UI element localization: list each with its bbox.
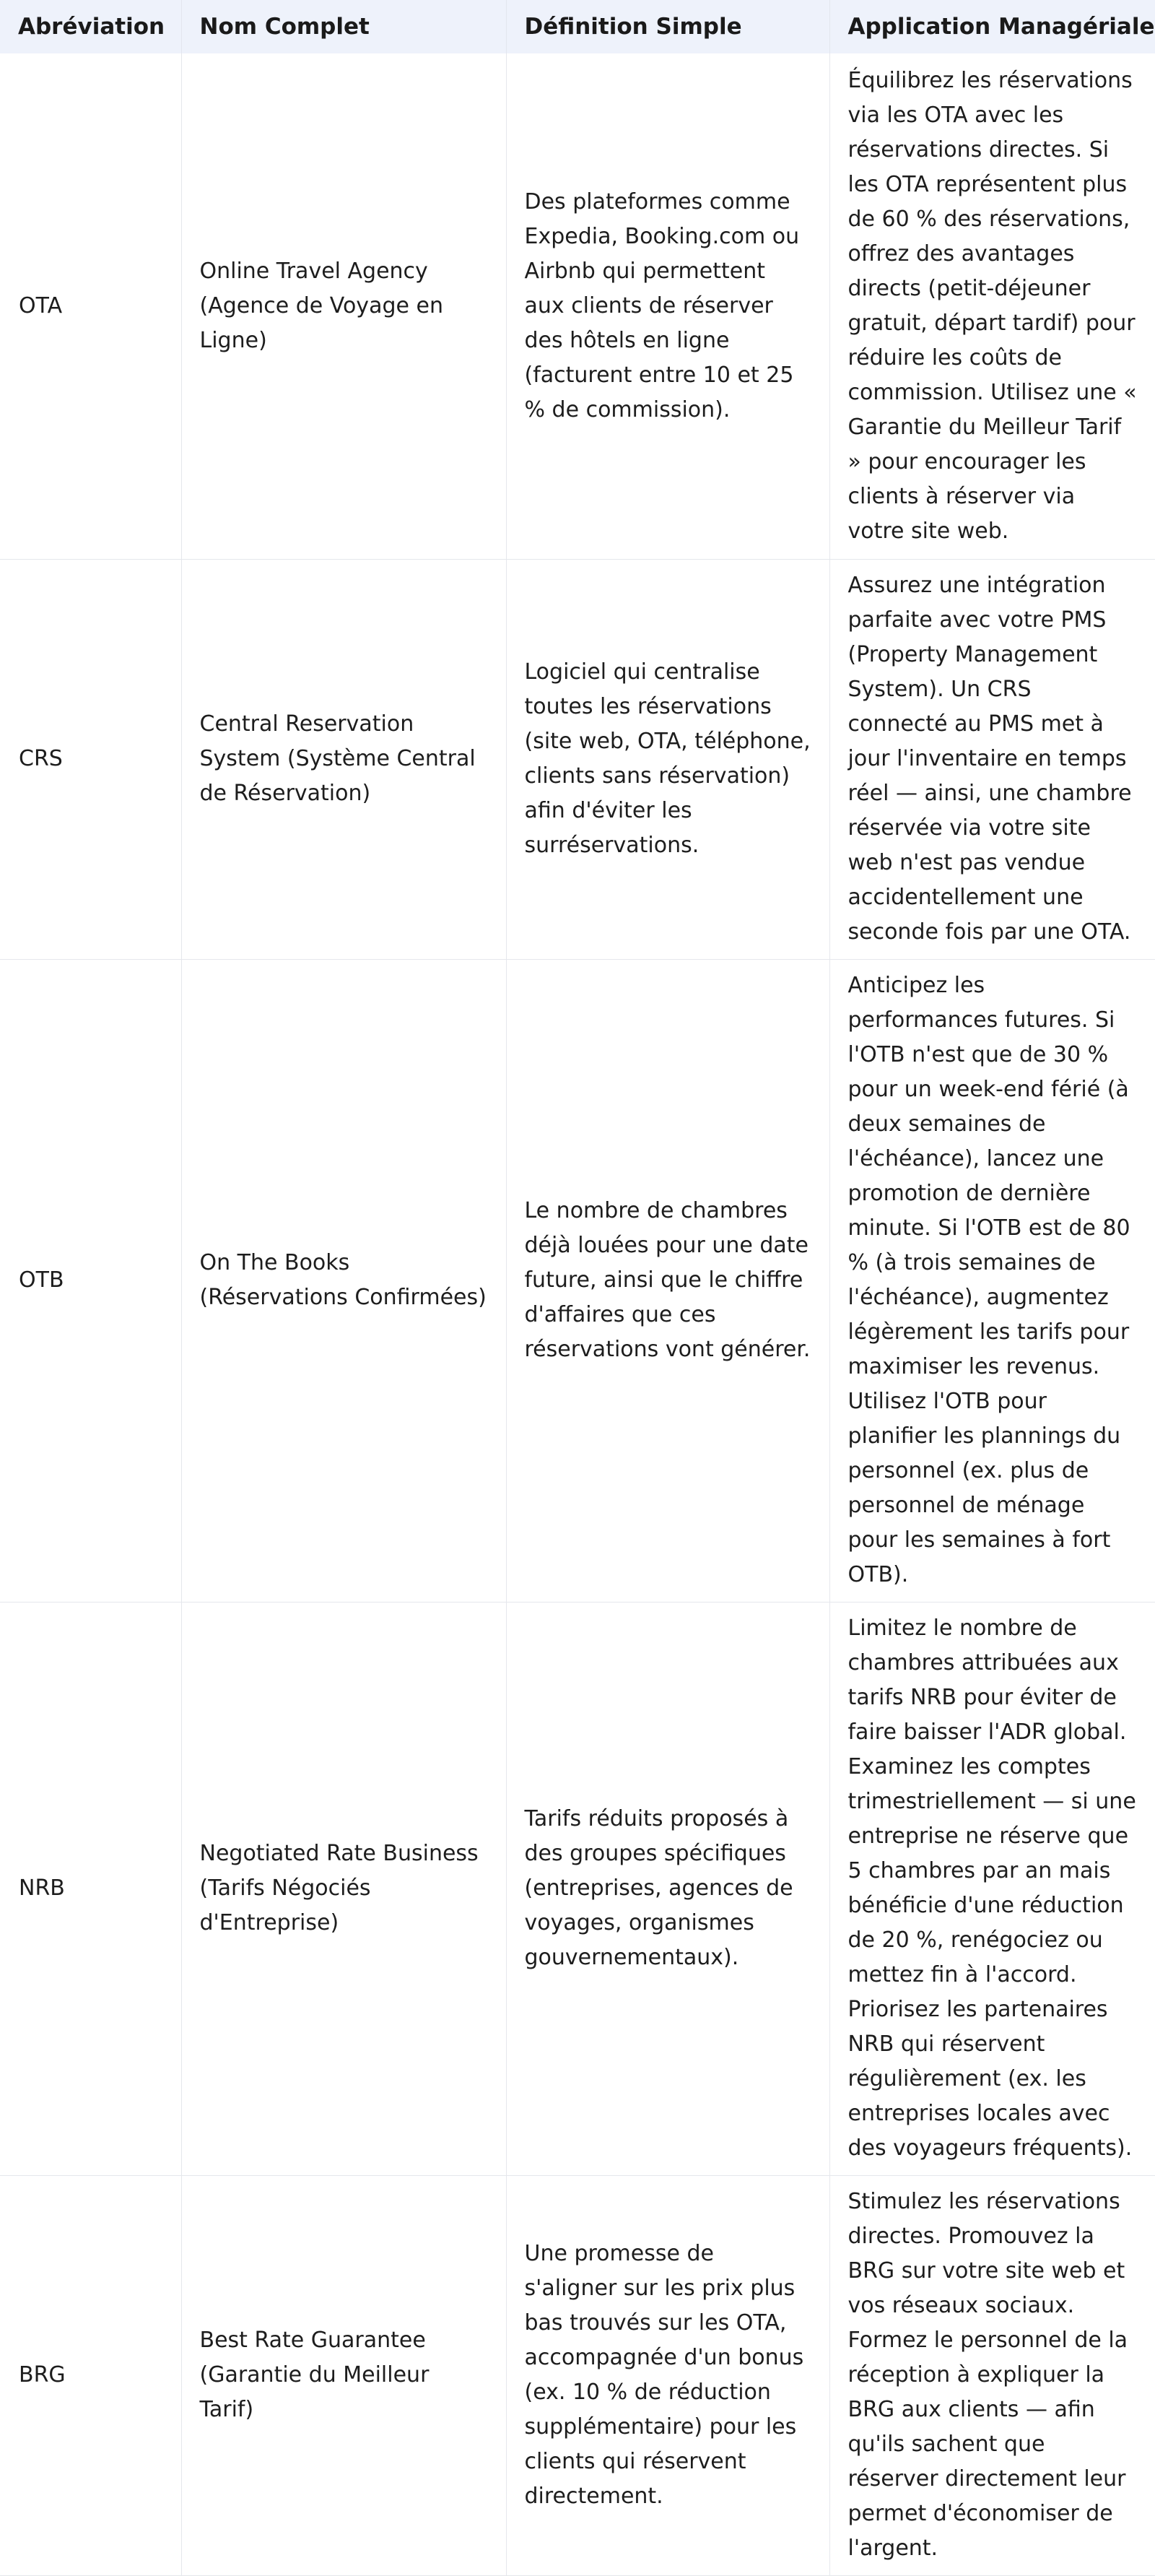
cell-full-name: Central Reservation System (Système Central de Réservation)	[181, 559, 506, 959]
cell-definition: Tarifs réduits proposés à des groupes spécifiques (entreprises, agences de voyages, organismes gouvernementaux).	[506, 1602, 829, 2175]
cell-definition: Une promesse de s'aligner sur les prix plus bas trouvés sur les OTA, accompagnée d'un bonus (ex. 10 % de réduction supplémentaire) pour les clients qui réservent directement.	[506, 2175, 829, 2575]
cell-application: Anticipez les performances futures. Si l'OTB n'est que de 30 % pour un week-end férié (à deux semaines de l'échéance), lancez une promotion de dernière minute. Si l'OTB est de 80 % (à trois semaines de l'échéance), augmentez légèrement les tarifs pour maximiser les revenus. Utilisez l'OTB pour planifier les plannings du personnel (ex. plus de personnel de ménage pour les semaines à fort OTB).	[829, 959, 1155, 1602]
cell-definition: Logiciel qui centralise toutes les réservations (site web, OTA, téléphone, clients sans réservation) afin d'éviter les surréservations.	[506, 559, 829, 959]
cell-abbreviation: OTB	[0, 959, 181, 1602]
cell-abbreviation: BRG	[0, 2175, 181, 2575]
cell-full-name: On The Books (Réservations Confirmées)	[181, 959, 506, 1602]
cell-application: Stimulez les réservations directes. Promouvez la BRG sur votre site web et vos réseaux sociaux. Formez le personnel de la réception à expliquer la BRG aux clients — afin qu'ils sachent que réserver directement leur permet d'économiser de l'argent.	[829, 2175, 1155, 2575]
cell-definition: Des plateformes comme Expedia, Booking.com ou Airbnb qui permettent aux clients de réserver des hôtels en ligne (facturent entre 10 et 25 % de commission).	[506, 53, 829, 559]
table-row	[0, 959, 1155, 1602]
cell-application: Équilibrez les réservations via les OTA avec les réservations directes. Si les OTA représentent plus de 60 % des réservations, offrez des avantages directs (petit-déjeuner gratuit, départ tardif) pour réduire les coûts de commission. Utilisez une « Garantie du Meilleur Tarif » pour encourager les clients à réserver via votre site web.	[829, 53, 1155, 559]
table-row	[0, 559, 1155, 959]
header-abbreviation: Abréviation	[0, 0, 181, 53]
cell-application: Limitez le nombre de chambres attribuées aux tarifs NRB pour éviter de faire baisser l'ADR global. Examinez les comptes trimestriellement — si une entreprise ne réserve que 5 chambres par an mais bénéficie d'une réduction de 20 %, renégociez ou mettez fin à l'accord. Priorisez les partenaires NRB qui réservent régulièrement (ex. les entreprises locales avec des voyageurs fréquents).	[829, 1602, 1155, 2175]
table-row	[0, 2175, 1155, 2575]
cell-abbreviation: OTA	[0, 53, 181, 559]
header-application: Application Managériale	[847, 14, 1155, 40]
cell-full-name: Negotiated Rate Business (Tarifs Négociés d'Entreprise)	[181, 1602, 506, 2175]
cell-application: Assurez une intégration parfaite avec votre PMS (Property Management System). Un CRS connecté au PMS met à jour l'inventaire en temps réel — ainsi, une chambre réservée via votre site web n'est pas vendue accidentellement une seconde fois par une OTA.	[829, 559, 1155, 959]
header-definition: Définition Simple	[506, 0, 829, 53]
table-row	[0, 53, 1155, 559]
cell-full-name: Best Rate Guarantee (Garantie du Meilleur Tarif)	[181, 2175, 506, 2575]
table-header-row	[0, 0, 1155, 53]
cell-full-name: Online Travel Agency (Agence de Voyage en Ligne)	[181, 53, 506, 559]
header-full-name: Nom Complet	[181, 0, 506, 53]
cell-abbreviation: CRS	[0, 559, 181, 959]
cell-abbreviation: NRB	[0, 1602, 181, 2175]
cell-definition: Le nombre de chambres déjà louées pour une date future, ainsi que le chiffre d'affaires que ces réservations vont générer.	[506, 959, 829, 1602]
table-row	[0, 1602, 1155, 2175]
